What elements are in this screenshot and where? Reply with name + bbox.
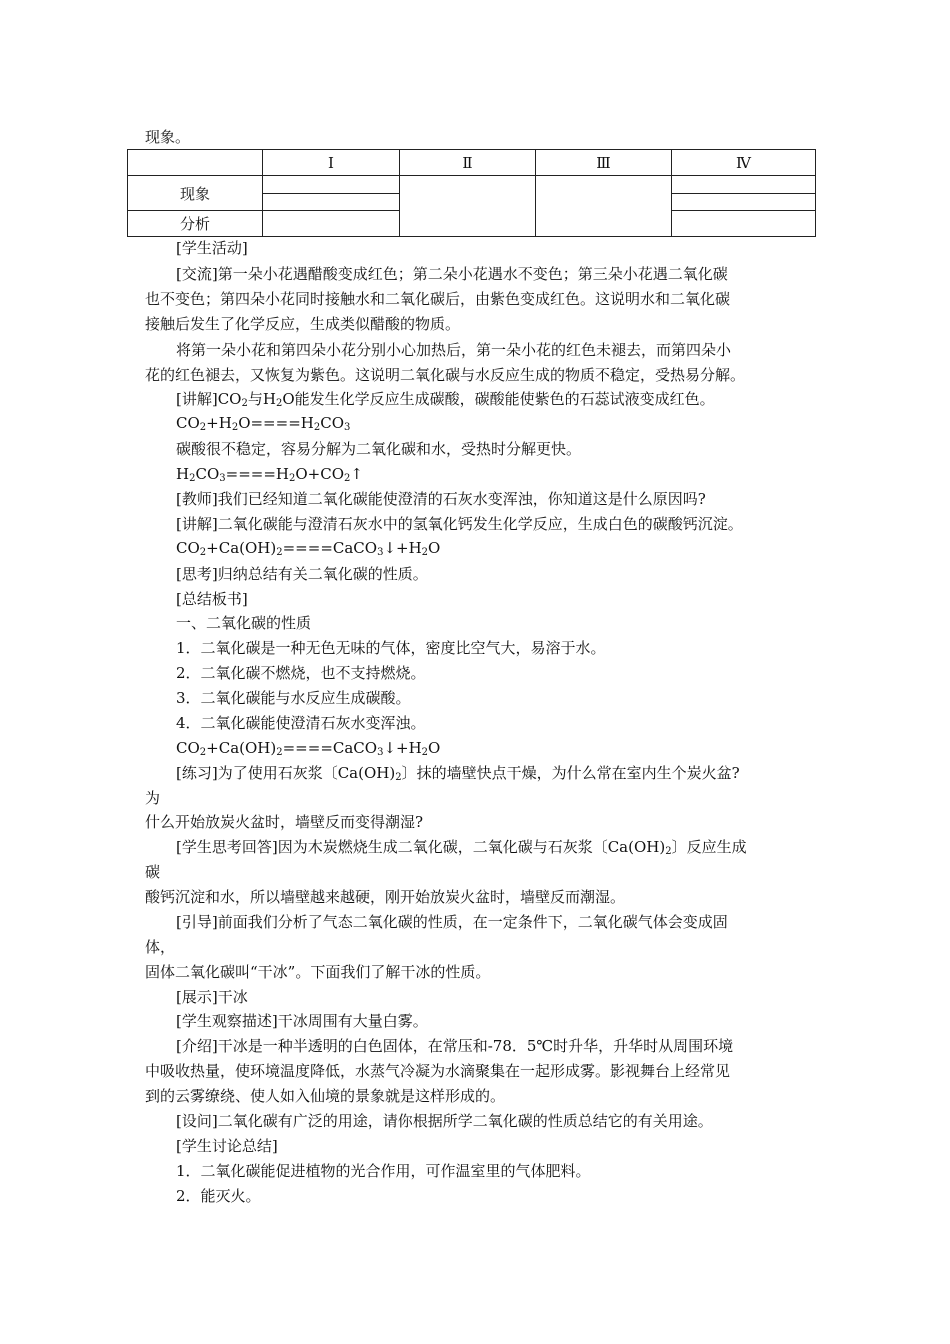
subscript: 2: [395, 772, 402, 783]
subscript: 2: [231, 422, 239, 433]
table-header-cell: Ⅱ: [400, 150, 536, 176]
subscript: 3: [377, 747, 384, 758]
list-item: 3．二氧化碳能与水反应生成碳酸。: [176, 689, 411, 707]
table-header-cell: Ⅰ: [263, 150, 400, 176]
text-line: 碳酸很不稳定，容易分解为二氧化碳和水，受热时分解更快。: [176, 440, 582, 458]
text-line: [思考]归纳总结有关二氧化碳的性质。: [176, 565, 428, 583]
text-segment: ↓+H: [383, 539, 422, 557]
table-header-cell: Ⅳ: [672, 150, 816, 176]
subscript: 2: [199, 547, 207, 558]
up-arrow-icon: ↑: [350, 465, 363, 483]
text-segment: [讲解]CO: [176, 390, 242, 408]
text-segment: +Ca(OH): [206, 739, 277, 757]
equation-limewater-reaction: [176, 739, 440, 757]
subscript: 2: [421, 747, 429, 758]
text-segment: 〕反应生成: [671, 838, 747, 856]
text-line: [学生活动]: [176, 239, 248, 257]
subscript: 2: [665, 846, 672, 857]
text-segment: [学生思考回答]因为木炭燃烧生成二氧化碳，二氧化碳与石灰浆〔Ca(OH): [176, 838, 666, 856]
table-cell: [672, 211, 816, 237]
text-segment: CO: [195, 465, 220, 483]
subscript: 2: [241, 398, 248, 409]
text-line: 为: [145, 789, 161, 807]
equation-carbonic-acid-formation: [176, 414, 350, 432]
table-cell: [536, 176, 672, 237]
text-line: 到的云雾缭绕、使人如入仙境的景象就是这样形成的。: [145, 1087, 506, 1105]
subscript: 2: [199, 747, 207, 758]
text-segment: 与H: [247, 390, 276, 408]
text-segment: ====H: [225, 465, 289, 483]
list-item: 1．二氧化碳能促进植物的光合作用，可作温室里的气体肥料。: [176, 1162, 591, 1180]
subscript: 2: [189, 473, 196, 484]
table-header-row: [128, 150, 816, 176]
subscript: 2: [421, 547, 429, 558]
table-cell: [263, 176, 400, 211]
text-segment: +H: [206, 414, 232, 432]
text-segment: CO: [176, 539, 200, 557]
text-line: [介绍]干冰是一种半透明的白色固体，在常压和-78．5℃时升华，升华时从周围环境: [176, 1037, 734, 1055]
text-line: [学生讨论总结]: [176, 1137, 278, 1155]
text-line: 碳: [145, 863, 161, 881]
text-line: [教师]我们已经知道二氧化碳能使澄清的石灰水变浑浊，你知道这是什么原因吗?: [176, 490, 706, 508]
equation-limewater-reaction: [176, 539, 440, 557]
text-line: [展示]干冰: [176, 988, 248, 1006]
table-cell: [672, 176, 816, 211]
text-line: 将第一朵小花和第四朵小花分别小心加热后，第一朵小花的红色未褪去，而第四朵小: [176, 341, 732, 359]
subscript: 2: [313, 422, 321, 433]
explanation-line: [176, 390, 715, 408]
text-segment: CO: [176, 414, 200, 432]
text-line: 固体二氧化碳叫“干冰”。下面我们了解干冰的性质。: [145, 963, 491, 981]
text-segment: O能发生化学反应生成碳酸，碳酸能使紫色的石蕊试液变成红色。: [282, 390, 715, 408]
text-line: [交流]第一朵小花遇醋酸变成红色；第二朵小花遇水不变色；第三朵小花遇二氧化碳: [176, 265, 728, 283]
table-header-cell: [128, 150, 263, 176]
subscript: 2: [276, 547, 283, 558]
list-item: 1．二氧化碳是一种无色无味的气体，密度比空气大，易溶于水。: [176, 639, 606, 657]
subscript: 3: [219, 473, 226, 484]
text-line: 花的红色褪去，又恢复为紫色。这说明二氧化碳与水反应生成的物质不稳定，受热易分解。: [145, 366, 746, 384]
subscript: 3: [344, 422, 351, 433]
text-segment: [练习]为了使用石灰浆〔Ca(OH): [176, 764, 396, 782]
subscript: 2: [275, 398, 283, 409]
row-label-phenomenon: 现象: [128, 176, 263, 211]
text-line: 中吸收热量，使环境温度降低，水蒸气冷凝为水滴聚集在一起形成雾。影视舞台上经常见: [145, 1062, 731, 1080]
text-line: 酸钙沉淀和水，所以墙壁越来越硬，刚开始放炭火盆时，墙壁反而潮湿。: [145, 888, 626, 906]
list-item: 2．能灭火。: [176, 1187, 261, 1205]
text-segment: CO: [176, 739, 200, 757]
text-line: 也不变色；第四朵小花同时接触水和二氧化碳后，由紫色变成红色。这说明水和二氧化碳: [145, 290, 731, 308]
equation-carbonic-acid-decomposition: [176, 465, 363, 483]
text-segment: ====CaCO: [282, 539, 378, 557]
text-segment: O====H: [238, 414, 314, 432]
row-label-analysis: 分析: [128, 211, 263, 237]
subscript: 2: [276, 747, 283, 758]
subscript: 2: [199, 422, 207, 433]
text-segment: ↓+H: [383, 739, 422, 757]
text-segment: +Ca(OH): [206, 539, 277, 557]
answer-line: [176, 838, 747, 856]
text-line: [引导]前面我们分析了气态二氧化碳的性质，在一定条件下，二氧化碳气体会变成固: [176, 913, 728, 931]
text-line: [总结板书]: [176, 590, 248, 608]
subscript: 2: [344, 473, 351, 484]
text-segment: 〕抹的墙壁快点干燥，为什么常在室内生个炭火盆?: [401, 764, 740, 782]
table-cell: [263, 211, 400, 237]
text-segment: O: [428, 739, 441, 757]
exercise-line: [176, 764, 740, 782]
text-line: [学生观察描述]干冰周围有大量白雾。: [176, 1012, 428, 1030]
intro-line: 现象。: [145, 128, 191, 146]
list-item: 2．二氧化碳不燃烧，也不支持燃烧。: [176, 664, 426, 682]
text-line: 什么开始放炭火盆时，墙壁反而变得潮湿?: [145, 813, 424, 831]
text-segment: O+CO: [295, 465, 344, 483]
text-segment: ====CaCO: [282, 739, 378, 757]
section-heading: 一、二氧化碳的性质: [176, 614, 312, 632]
subscript: 2: [288, 473, 296, 484]
list-item: 4．二氧化碳能使澄清石灰水变浑浊。: [176, 714, 426, 732]
text-segment: CO: [320, 414, 344, 432]
text-line: [讲解]二氧化碳能与澄清石灰水中的氢氧化钙发生化学反应，生成白色的碳酸钙沉淀。: [176, 515, 743, 533]
text-line: 体，: [145, 938, 176, 956]
observation-table: [127, 149, 816, 237]
table-header-cell: Ⅲ: [536, 150, 672, 176]
subscript: 3: [377, 547, 384, 558]
text-line: 接触后发生了化学反应，生成类似醋酸的物质。: [145, 315, 461, 333]
table-cell: [400, 176, 536, 237]
text-line: [设问]二氧化碳有广泛的用途，请你根据所学二氧化碳的性质总结它的有关用途。: [176, 1112, 713, 1130]
text-segment: O: [428, 539, 441, 557]
table-row: [128, 176, 816, 211]
text-segment: H: [176, 465, 190, 483]
